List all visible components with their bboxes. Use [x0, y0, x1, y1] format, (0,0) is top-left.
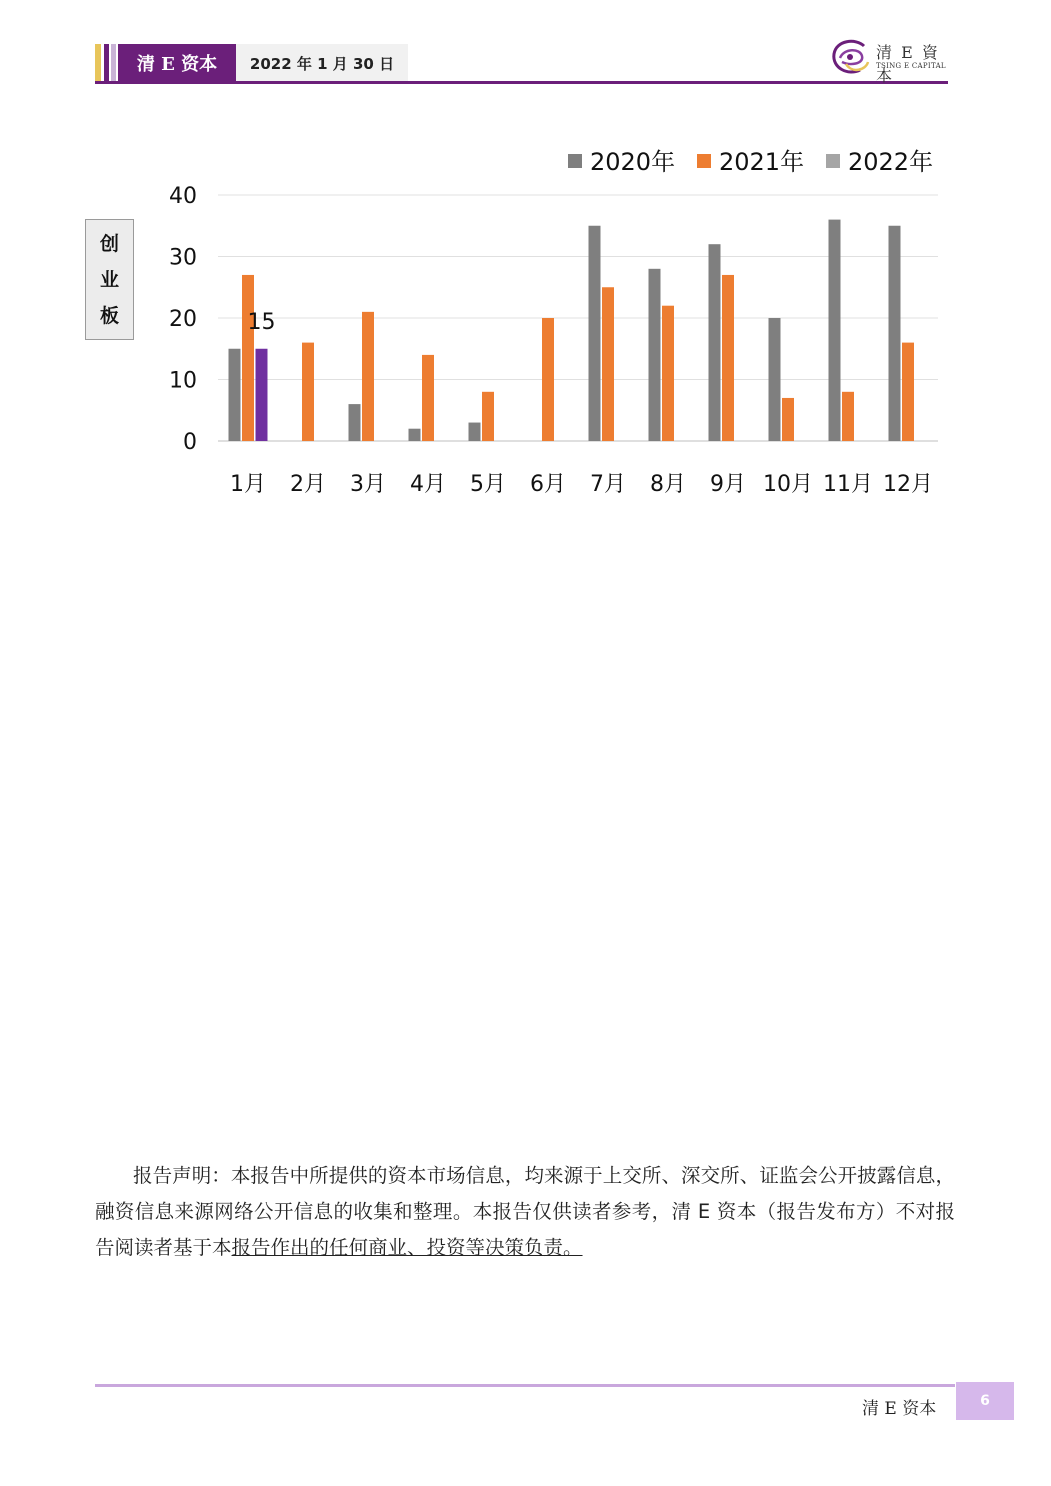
bar-2020年-9月 [709, 244, 721, 441]
bar-2020年-7月 [589, 226, 601, 441]
x-tick-label: 3月 [350, 472, 386, 497]
x-tick-label: 8月 [650, 472, 686, 497]
data-label: 15 [247, 309, 276, 335]
bar-2020年-10月 [769, 318, 781, 441]
bar-2021年-8月 [662, 306, 674, 441]
x-tick-label: 1月 [230, 472, 266, 497]
page-number: 6 [956, 1382, 1014, 1420]
bar-2021年-7月 [602, 287, 614, 441]
y-tick-label: 30 [169, 245, 197, 271]
y-tick-label: 0 [183, 430, 197, 455]
disclaimer-text: 报告声明：本报告中所提供的资本市场信息，均来源于上交所、深交所、证监会公开披露信息，融资信息来源网络公开信息的收集和整理。本报告仅供读者参考，清 E 资本（报告发布方）不对报告阅读者基于本 [95, 1164, 955, 1259]
bar-2021年-2月 [302, 343, 314, 441]
report-disclaimer [95, 1158, 955, 1266]
x-tick-label: 5月 [470, 472, 506, 497]
header-brand: 清 E 资本 [118, 44, 236, 82]
x-tick-label: 10月 [763, 472, 813, 497]
x-tick-label: 6月 [530, 472, 566, 497]
x-tick-label: 12月 [883, 472, 933, 497]
header-date: 2022 年 1 月 30 日 [236, 44, 408, 82]
logo-text-cn: 清 E 資本 [876, 43, 940, 85]
x-tick-label: 2月 [290, 472, 326, 497]
board-label-char: 创 [99, 232, 119, 255]
bar-2022年-1月 [256, 349, 268, 441]
x-tick-label: 9月 [710, 472, 746, 497]
logo-text-en: TSING E CAPITAL [876, 62, 946, 70]
legend-label: 2022年 [848, 148, 934, 176]
bar-2021年-3月 [362, 312, 374, 441]
legend-label: 2021年 [719, 148, 805, 176]
y-tick-label: 10 [169, 368, 197, 394]
y-tick-label: 40 [169, 184, 197, 209]
bar-2020年-4月 [409, 429, 421, 441]
bar-2021年-5月 [482, 392, 494, 441]
footer-brand: 清 E 资本 [862, 1399, 937, 1419]
legend-swatch [697, 154, 711, 168]
bar-2021年-10月 [782, 398, 794, 441]
bar-2020年-8月 [649, 269, 661, 441]
bar-2020年-12月 [889, 226, 901, 441]
bar-2021年-9月 [722, 275, 734, 441]
legend-label: 2020年 [590, 148, 676, 176]
board-label-char: 板 [99, 304, 119, 327]
board-label-char: 业 [99, 268, 119, 291]
legend-swatch [568, 154, 582, 168]
bar-2021年-11月 [842, 392, 854, 441]
x-tick-label: 7月 [590, 472, 626, 497]
bar-2020年-5月 [469, 423, 481, 441]
x-tick-label: 11月 [823, 472, 873, 497]
monthly-ipo-bar-chart [0, 0, 1051, 520]
bar-2020年-11月 [829, 220, 841, 441]
bar-2021年-4月 [422, 355, 434, 441]
bar-2020年-1月 [229, 349, 241, 441]
bar-2020年-3月 [349, 404, 361, 441]
bar-2021年-12月 [902, 343, 914, 441]
footer-divider [95, 1384, 955, 1387]
y-tick-label: 20 [169, 307, 197, 332]
bar-2021年-6月 [542, 318, 554, 441]
bar-2021年-1月 [242, 275, 254, 441]
legend-swatch [826, 154, 840, 168]
x-tick-label: 4月 [410, 472, 446, 497]
disclaimer-underlined-text: 报告作出的任何商业、投资等决策负责。 [231, 1236, 583, 1259]
